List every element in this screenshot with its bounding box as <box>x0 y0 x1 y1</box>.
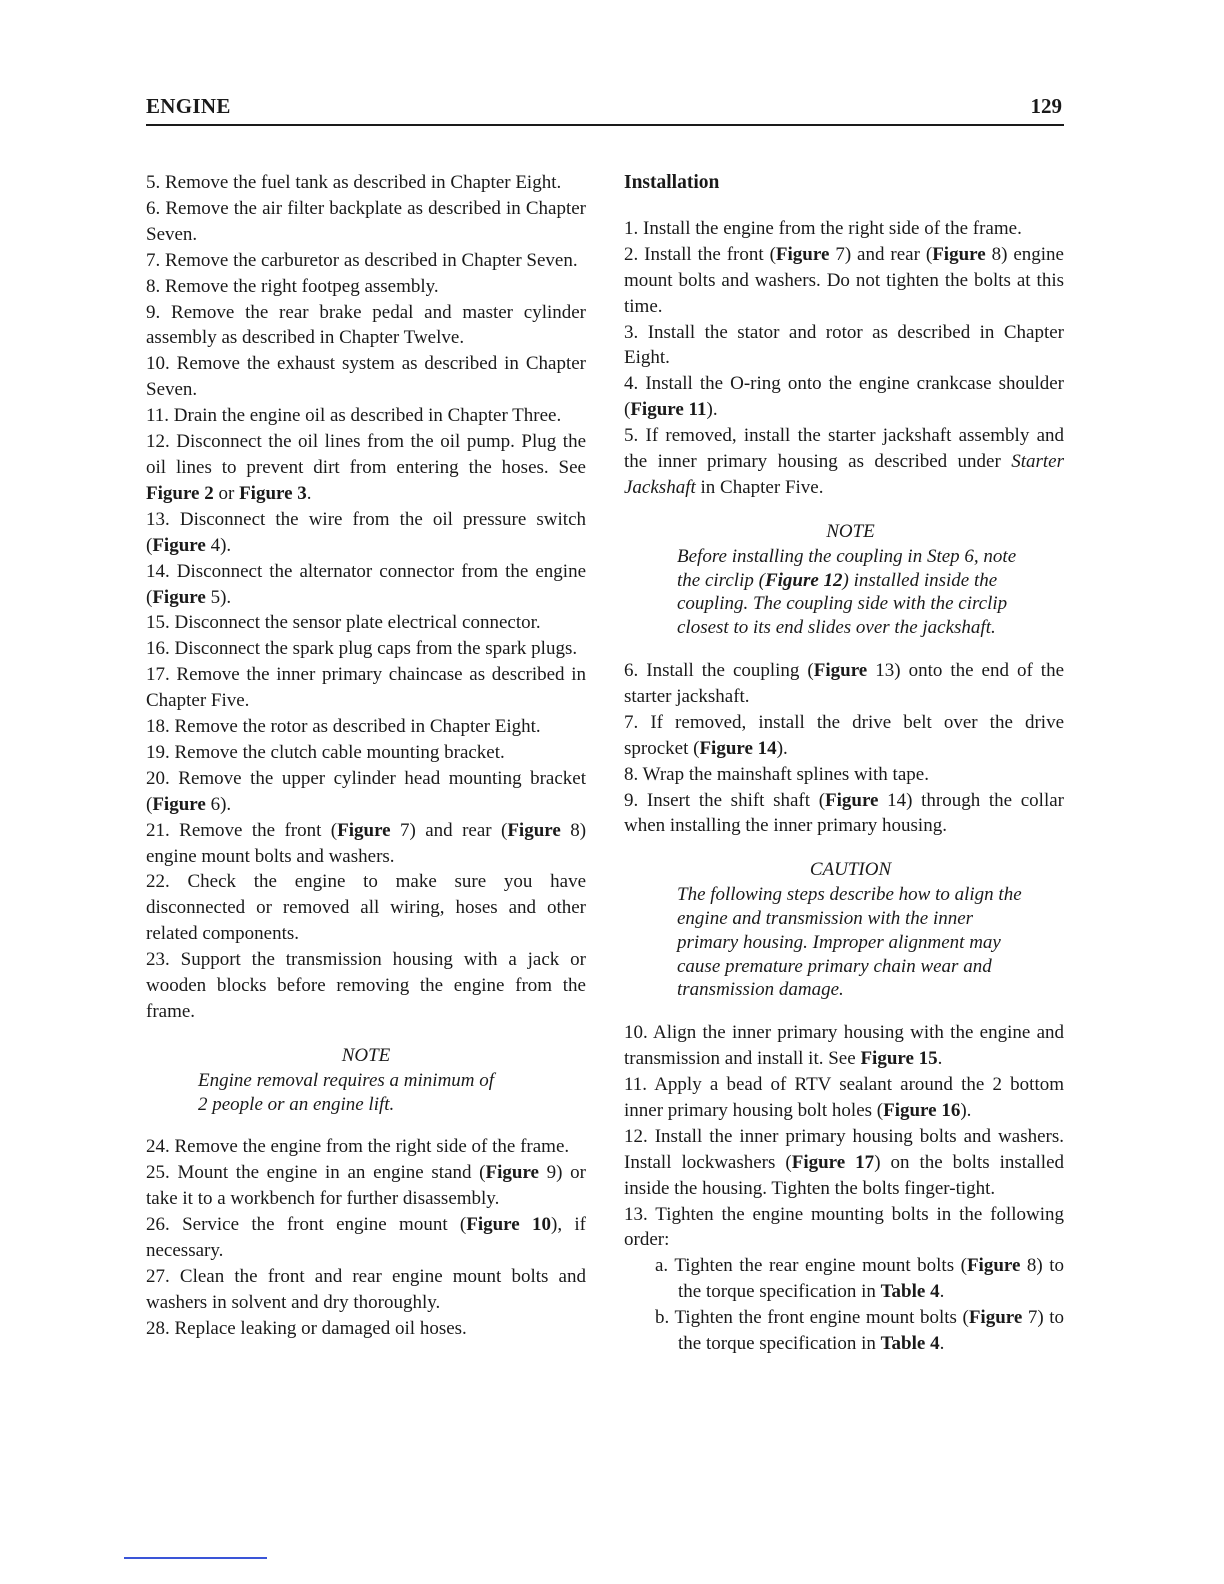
text-run: Install the stator and rotor as described in Chapter Eight. <box>624 321 1064 369</box>
text-run: Remove the exhaust system as described in Chapter Seven. <box>146 353 586 401</box>
note-title: NOTE <box>826 520 875 542</box>
text-run: in Chapter Five. <box>695 476 824 498</box>
text-run: 6). <box>205 793 232 815</box>
section-title: ENGINE <box>146 94 231 118</box>
step-number: 11. <box>624 1074 655 1096</box>
figure-reference: Figure <box>968 1307 1023 1329</box>
step-item <box>146 1134 586 1160</box>
text-run: Install the O-ring onto the engine crankcase shoulder ( <box>624 373 1065 421</box>
text-run: Remove the inner primary chaincase as described in Chapter Five. <box>146 664 587 712</box>
text-run: Insert the shift shaft ( <box>646 789 826 811</box>
text-run: Wrap the mainshaft splines with tape. <box>642 763 929 785</box>
figure-reference: Figure 14 <box>699 737 777 759</box>
substep-label: b. <box>655 1307 675 1329</box>
figure-reference: Figure <box>825 789 879 811</box>
step-number: 18. <box>146 716 175 738</box>
step-number: 12. <box>146 431 177 453</box>
text-run: If removed, install the drive belt over the drive sprocket ( <box>624 711 1064 759</box>
text-run: Drain the engine oil as described in Chapter Three. <box>173 405 562 427</box>
figure-reference: Figure 11 <box>630 399 707 421</box>
step-item <box>624 1072 1064 1124</box>
step-item <box>624 242 1064 320</box>
step-item <box>624 788 1064 840</box>
step-number: 26. <box>146 1214 183 1236</box>
text-run: 14) through the collar when installing the inner primary housing. <box>624 789 1064 837</box>
figure-reference: Figure <box>152 534 206 556</box>
text-run: Install the inner primary housing bolts and washers. Install lockwashers ( <box>624 1125 1064 1173</box>
substep-label: a. <box>655 1255 675 1277</box>
step-item <box>146 559 586 611</box>
figure-reference: Figure <box>485 1162 539 1184</box>
step-number: 23. <box>146 949 181 971</box>
step-item <box>146 170 586 196</box>
step-number: 16. <box>146 638 175 660</box>
step-item <box>146 740 586 766</box>
caution-body: The following steps describe how to align the engine and transmission with the inner primary housing. Improper alignment may cause premature primary chain wear and transmission damage. <box>677 884 1022 1001</box>
step-item <box>146 947 586 1025</box>
note-body <box>198 1069 534 1117</box>
figure-reference: Figure <box>932 243 986 265</box>
text-run: ), if necessary. <box>146 1214 587 1262</box>
text-run: Disconnect the spark plug caps from the spark plugs. <box>174 638 578 660</box>
substep-item <box>624 1253 1064 1305</box>
text-run: 13) onto the end of the starter jackshaft. <box>624 659 1065 707</box>
figure-reference: Figure <box>507 819 561 841</box>
step-number: 17. <box>146 664 177 686</box>
text-run: 7) to the torque specification in <box>678 1307 1064 1355</box>
figure-reference: Figure <box>813 659 868 681</box>
footer-rule <box>124 1557 267 1559</box>
step-number: 28. <box>146 1317 175 1339</box>
step-number: 5. <box>624 425 646 447</box>
step-number: 3. <box>624 321 648 343</box>
figure-reference: Figure <box>152 586 206 608</box>
text-run: 8) engine mount bolts and washers. Do not tighten the bolts at this time. <box>624 243 1064 317</box>
text-run: Remove the clutch cable mounting bracket. <box>174 741 505 763</box>
text-run: ) on the bolts installed inside the housing. Tighten the bolts finger-tight. <box>624 1151 1065 1199</box>
note-body <box>677 545 1024 640</box>
caution-title: CAUTION <box>809 859 892 881</box>
step-number: 7. <box>146 249 165 271</box>
text-run: Remove the fuel tank as described in Chapter Eight. <box>165 172 562 193</box>
coupling-note <box>624 519 1064 640</box>
step-item <box>146 610 586 636</box>
step-number: 14. <box>146 560 177 582</box>
step-item <box>624 371 1064 423</box>
step-number: 21. <box>146 819 180 841</box>
step-item <box>146 714 586 740</box>
step-item <box>624 658 1064 710</box>
step-number: 9. <box>624 789 647 811</box>
figure-reference: Figure <box>152 793 206 815</box>
text-run: 5). <box>205 586 232 608</box>
step-number: 25. <box>146 1162 178 1184</box>
step-number: 19. <box>146 741 175 763</box>
text-run: Install the coupling ( <box>646 659 814 681</box>
step-number: 11. <box>146 405 174 427</box>
text-run: or <box>213 482 240 504</box>
right-column <box>624 170 1064 1357</box>
step-item <box>624 762 1064 788</box>
step-number: 15. <box>146 612 175 634</box>
text-run: Tighten the engine mounting bolts in the following order: <box>624 1203 1064 1251</box>
tightening-substeps <box>624 1253 1064 1357</box>
text-run: Check the engine to make sure you have disconnected or removed all wiring, hoses and other related components. <box>146 871 587 945</box>
text-run: . <box>939 1281 945 1303</box>
step-number: 13. <box>146 508 180 530</box>
figure-reference: Figure 10 <box>466 1214 552 1236</box>
figure-reference: Figure 12 <box>764 569 843 591</box>
text-run: Apply a bead of RTV sealant around the 2 bottom inner primary housing bolt holes ( <box>624 1074 1065 1121</box>
text-run: Disconnect the oil lines from the oil pump. Plug the oil lines to prevent dirt from entering the hoses. See <box>146 431 587 478</box>
step-item <box>146 869 586 947</box>
step-item <box>624 1020 1064 1072</box>
text-run: ). <box>776 737 788 759</box>
text-run: Clean the front and rear engine mount bolts and washers in solvent and dry thoroughly. <box>146 1265 586 1313</box>
installation-steps-part-1 <box>624 216 1064 501</box>
figure-reference: Figure <box>775 243 830 265</box>
engine-removal-note <box>146 1043 586 1117</box>
step-number: 12. <box>624 1125 655 1147</box>
figure-reference: Figure 17 <box>791 1151 875 1173</box>
step-number: 8. <box>146 275 165 297</box>
text-run: ). <box>706 399 718 421</box>
installation-heading: Installation <box>624 172 720 193</box>
emphasis-text: Starter Jackshaft <box>624 451 1064 498</box>
step-item <box>146 248 586 274</box>
text-run: Disconnect the alternator connector from the engine ( <box>146 560 587 608</box>
text-run: Install the front ( <box>644 243 776 265</box>
step-number: 22. <box>146 871 188 893</box>
step-number: 27. <box>146 1265 180 1287</box>
step-number: 24. <box>146 1136 175 1158</box>
step-number: 6. <box>146 197 166 219</box>
step-number: 10. <box>146 353 177 375</box>
step-item <box>146 636 586 662</box>
text-run: Disconnect the sensor plate electrical connector. <box>174 612 541 634</box>
text-run: Mount the engine in an engine stand ( <box>177 1162 486 1184</box>
step-number: 13. <box>624 1203 656 1225</box>
text-run: Remove the engine from the right side of the frame. <box>174 1136 570 1158</box>
text-run: Remove the carburetor as described in Chapter Seven. <box>165 249 578 271</box>
step-number: 7. <box>624 711 651 733</box>
text-run: 4). <box>205 534 232 556</box>
note-title: NOTE <box>341 1044 391 1066</box>
text-run: 8) engine mount bolts and washers. <box>146 819 587 867</box>
figure-reference: Figure 3 <box>239 482 307 504</box>
text-run: Install the engine from the right side of the frame. <box>643 217 1022 239</box>
note-line: Engine removal requires a minimum of <box>198 1069 495 1091</box>
text-run: Support the transmission housing with a jack or wooden blocks before removing the engine from the frame. <box>146 949 586 1022</box>
text-run: 9) or take it to a workbench for further disassembly. <box>146 1162 587 1210</box>
step-item <box>624 1124 1064 1202</box>
step-number: 20. <box>146 767 179 789</box>
text-run: 7) and rear ( <box>390 819 508 841</box>
step-item <box>624 216 1064 242</box>
text-run: . <box>939 1333 945 1355</box>
page-number: 129 <box>1030 94 1062 118</box>
text-run: Align the inner primary housing with the engine and transmission and install it. See <box>624 1022 1064 1070</box>
text-run: Remove the rotor as described in Chapter Eight. <box>174 716 541 738</box>
step-number: 6. <box>624 659 647 681</box>
step-item <box>146 351 586 403</box>
step-item <box>624 320 1064 372</box>
left-column <box>146 170 586 1342</box>
text-run: Remove the air filter backplate as described in Chapter Seven. <box>146 197 586 245</box>
text-run: 8) to the torque specification in <box>678 1255 1065 1303</box>
step-number: 1. <box>624 217 643 239</box>
step-item <box>624 1202 1064 1254</box>
figure-reference: Figure <box>966 1255 1021 1277</box>
text-run: 7) and rear ( <box>829 243 933 265</box>
text-run: Remove the right footpeg assembly. <box>165 275 439 297</box>
step-number: 5. <box>146 172 165 193</box>
text-run: ). <box>960 1099 972 1121</box>
installation-steps-part-3 <box>624 1020 1064 1253</box>
step-number: 10. <box>624 1022 653 1044</box>
text-run: Disconnect the wire from the oil pressure switch ( <box>146 508 587 556</box>
removal-steps-part-2 <box>146 1134 586 1341</box>
step-item <box>146 429 586 507</box>
figure-reference: Figure 2 <box>146 482 214 504</box>
step-item <box>146 766 586 818</box>
step-item <box>624 423 1064 501</box>
step-item <box>146 1316 586 1342</box>
text-run: . <box>306 482 312 504</box>
running-header <box>146 94 1064 126</box>
text-run: . <box>937 1048 943 1070</box>
step-item <box>146 1264 586 1316</box>
text-run: If removed, install the starter jackshaft assembly and the inner primary housing as described under <box>624 425 1065 473</box>
alignment-caution <box>624 857 1064 1002</box>
figure-reference: Table 4 <box>880 1333 940 1355</box>
step-item <box>146 507 586 559</box>
text-run: Remove the rear brake pedal and master cylinder assembly as described in Chapter Twelve. <box>146 301 587 349</box>
step-item <box>146 1160 586 1212</box>
step-item <box>146 1212 586 1264</box>
step-number: 4. <box>624 373 646 395</box>
installation-steps-part-2 <box>624 658 1064 839</box>
step-item <box>146 300 586 352</box>
step-item <box>146 196 586 248</box>
text-run: Remove the front ( <box>179 819 338 841</box>
step-number: 2. <box>624 243 645 265</box>
text-run: Replace leaking or damaged oil hoses. <box>174 1317 467 1339</box>
figure-reference: Figure <box>337 819 391 841</box>
figure-reference: Figure 15 <box>860 1048 938 1070</box>
text-run: Tighten the front engine mount bolts ( <box>674 1307 969 1329</box>
step-item <box>146 274 586 300</box>
step-number: 8. <box>624 763 643 785</box>
figure-reference: Table 4 <box>880 1281 940 1303</box>
step-item <box>146 818 586 870</box>
removal-steps-part-1 <box>146 170 586 1025</box>
step-item <box>624 710 1064 762</box>
step-item <box>146 403 586 429</box>
text-run: Service the front engine mount ( <box>182 1214 467 1236</box>
note-line: 2 people or an engine lift. <box>198 1093 395 1115</box>
text-run: Remove the upper cylinder head mounting bracket ( <box>146 767 586 815</box>
text-run: Before installing the coupling in Step 6, note the circlip ( <box>677 545 1017 591</box>
text-run: ) installed inside the coupling. The coupling side with the circlip closest to its end slides over the jackshaft. <box>677 569 1008 639</box>
figure-reference: Figure 16 <box>883 1099 961 1121</box>
step-number: 9. <box>146 301 172 323</box>
step-item <box>146 662 586 714</box>
substep-item <box>624 1305 1064 1357</box>
text-run: Tighten the rear engine mount bolts ( <box>674 1255 967 1277</box>
